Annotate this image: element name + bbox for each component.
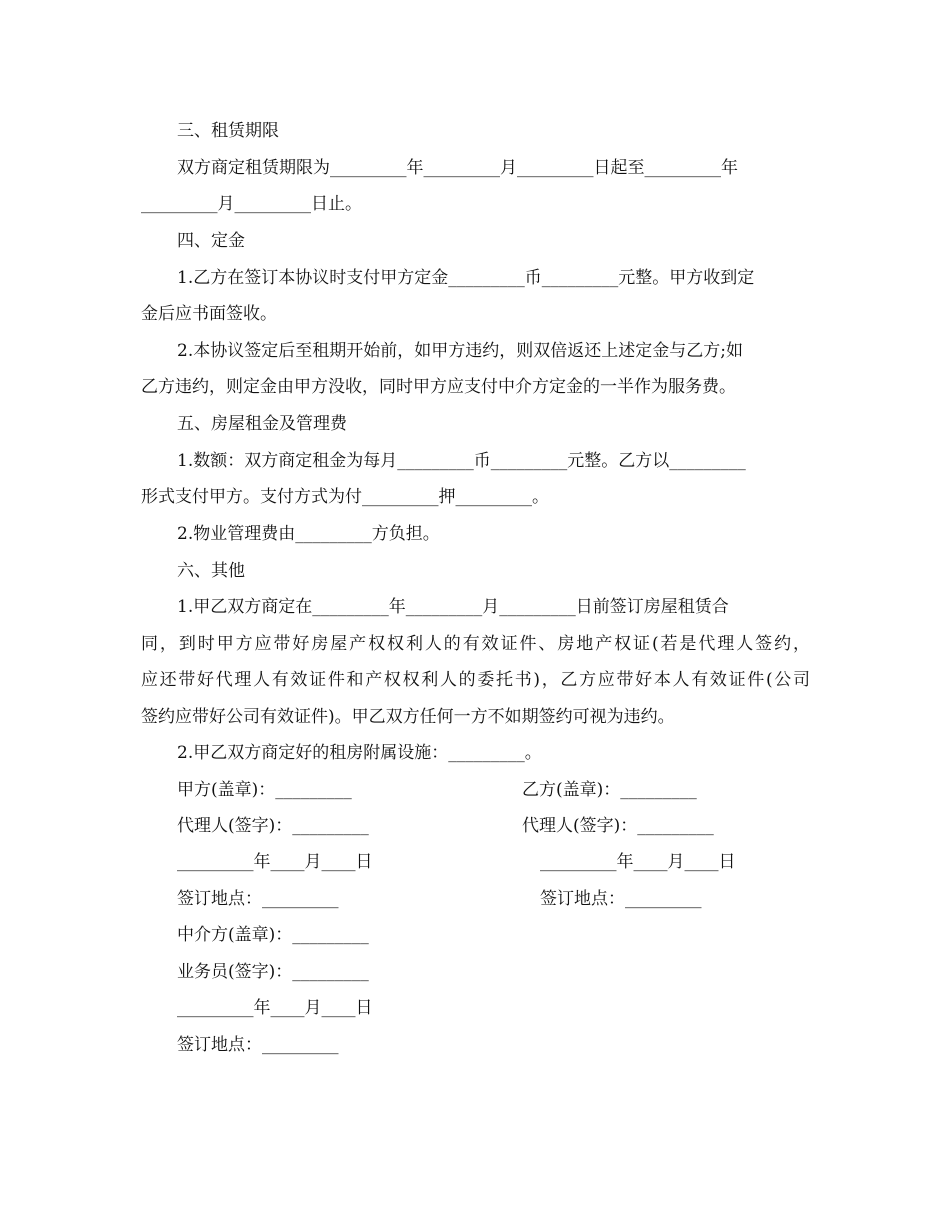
lease-term-line-1: 双方商定租赁期限为_________年_________月_________日起至_________年	[177, 158, 738, 178]
section-4-heading: 四、定金	[177, 231, 245, 251]
rent-clause-2-line-1: 2.物业管理费由_________方负担。	[177, 524, 440, 544]
agency-date: _________年____月____日	[177, 998, 373, 1018]
rent-clause-1-line-2: 形式支付甲方。支付方式为付_________押_________。	[141, 487, 549, 507]
party-b-seal: 乙方(盖章)：_________	[522, 780, 697, 800]
deposit-clause-2-line-1: 2.本协议签定后至租期开始前，如甲方违约，则双倍返还上述定金与乙方;如	[177, 341, 743, 361]
deposit-clause-2-line-2: 乙方违约，则定金由甲方没收，同时甲方应支付中介方定金的一半作为服务费。	[141, 377, 736, 397]
rent-clause-1-line-1: 1.数额：双方商定租金为每月_________币_________元整。乙方以_________	[177, 451, 746, 471]
party-a-date: _________年____月____日	[177, 852, 373, 872]
other-clause-1-line-3: 应还带好代理人有效证件和产权权利人的委托书)，乙方应带好本人有效证件(公司	[141, 670, 810, 690]
agency-signing-place: 签订地点：_________	[177, 1035, 339, 1055]
lease-term-line-2: _________月_________日止。	[141, 194, 362, 214]
party-a-agent-signature: 代理人(签字)：_________	[177, 816, 369, 836]
other-clause-1-line-1: 1.甲乙双方商定在_________年_________月_________日前签订房屋租赁合	[177, 597, 729, 617]
deposit-clause-1-line-1: 1.乙方在签订本协议时支付甲方定金_________币_________元整。甲方收到定	[177, 268, 755, 288]
section-5-heading: 五、房屋租金及管理费	[177, 414, 347, 434]
other-clause-1-line-4: 签约应带好公司有效证件)。甲乙双方任何一方不如期签约可视为违约。	[141, 707, 675, 727]
party-b-date: _________年____月____日	[540, 852, 736, 872]
deposit-clause-1-line-2: 金后应书面签收。	[141, 304, 277, 324]
section-3-heading: 三、租赁期限	[177, 121, 279, 141]
other-clause-2-line-1: 2.甲乙双方商定好的租房附属设施：_________。	[177, 743, 542, 763]
other-clause-1-line-2: 同，到时甲方应带好房屋产权权利人的有效证件、房地产权证(若是代理人签约，	[141, 634, 810, 654]
party-b-signing-place: 签订地点：_________	[540, 889, 702, 909]
section-6-heading: 六、其他	[177, 561, 245, 581]
party-a-signing-place: 签订地点：_________	[177, 889, 339, 909]
party-a-seal: 甲方(盖章)：_________	[177, 780, 352, 800]
party-b-agent-signature: 代理人(签字)：_________	[522, 816, 714, 836]
agency-seal: 中介方(盖章)：_________	[177, 925, 369, 945]
salesperson-signature: 业务员(签字)：_________	[177, 962, 369, 982]
